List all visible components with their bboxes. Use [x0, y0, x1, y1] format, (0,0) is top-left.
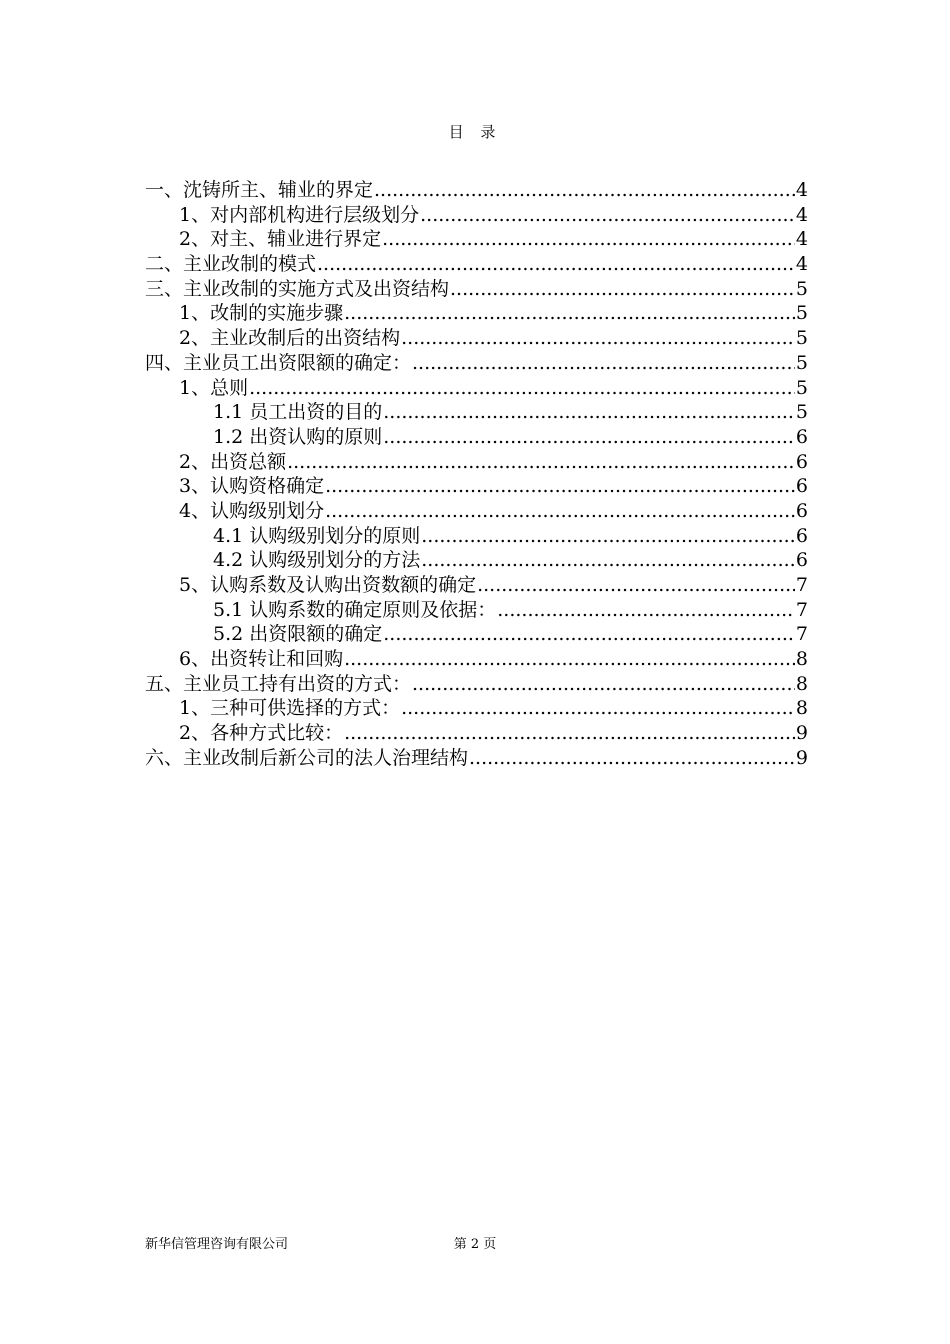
- toc-entry[interactable]: [145, 622, 808, 647]
- toc-entry[interactable]: [145, 227, 808, 252]
- page-title: 目 录: [448, 123, 502, 141]
- toc-entry[interactable]: [145, 598, 808, 623]
- toc-entry[interactable]: [145, 203, 808, 228]
- toc-dot-leader: [344, 647, 795, 672]
- toc-dot-leader: [325, 499, 795, 524]
- toc-entry-label: 1、总则: [179, 376, 249, 399]
- toc-entry-page: 9: [795, 722, 808, 745]
- toc-entry-label: 3、认购资格确定: [179, 475, 325, 498]
- toc-dot-leader: [421, 524, 795, 549]
- toc-entry-page: 8: [795, 648, 808, 671]
- toc-entry[interactable]: [145, 400, 808, 425]
- toc-entry-page: 5: [795, 302, 808, 325]
- toc-entry-number: 2、: [179, 228, 211, 251]
- toc-entry[interactable]: [145, 301, 808, 326]
- toc-entry-label: 5.2 出资限额的确定: [213, 623, 383, 646]
- footer-page-number: 第 2 页: [453, 1237, 497, 1252]
- toc-entry-page: 4: [795, 203, 808, 226]
- toc-entry-page: 4: [795, 228, 808, 251]
- toc-entry-label: 4.2 认购级别划分的方法: [213, 549, 421, 572]
- toc-dot-leader: [401, 326, 795, 351]
- toc-entry-number: 1、: [179, 203, 211, 226]
- toc-entry-label: 4、认购级别划分: [179, 499, 325, 522]
- toc-entry-label: 主业改制后的出资结构: [210, 327, 401, 350]
- toc-entry-label: 1.2 出资认购的原则: [213, 425, 383, 448]
- toc-entry-page: 5: [795, 351, 808, 374]
- toc-entry-label: 改制的实施步骤: [210, 302, 344, 325]
- toc-entry-label: 六、主业改制后新公司的法人治理结构: [145, 746, 469, 769]
- toc-entry-label: 对内部机构进行层级划分: [210, 203, 420, 226]
- toc-entry-page: 7: [795, 574, 808, 596]
- toc-entry-page: 4: [795, 253, 808, 276]
- toc-entry[interactable]: [145, 326, 808, 351]
- toc-dot-leader: [477, 573, 795, 598]
- toc-dot-leader: [374, 178, 795, 203]
- table-of-contents: [145, 178, 808, 771]
- toc-entry[interactable]: [145, 277, 808, 302]
- toc-entry-label: 2、各种方式比较：: [179, 722, 344, 745]
- toc-dot-leader: [344, 721, 795, 746]
- toc-entry-label: 三、主业改制的实施方式及出资结构: [145, 277, 450, 300]
- toc-entry[interactable]: [145, 647, 808, 672]
- footer-company: 新华信管理咨询有限公司: [145, 1237, 289, 1252]
- toc-entry[interactable]: [145, 696, 808, 721]
- toc-dot-leader: [249, 376, 795, 401]
- toc-entry-page: 5: [795, 327, 808, 350]
- toc-dot-leader: [450, 277, 795, 302]
- toc-entry[interactable]: [145, 672, 808, 697]
- toc-entry-label: 5.1 认购系数的确定原则及依据：: [213, 598, 497, 621]
- toc-entry-label: 一、沈铸所主、辅业的界定: [145, 179, 374, 201]
- toc-dot-leader: [383, 400, 795, 425]
- toc-entry-label: 1、三种可供选择的方式：: [179, 697, 401, 720]
- toc-entry-page: 6: [795, 475, 808, 498]
- toc-entry[interactable]: [145, 573, 808, 598]
- toc-entry[interactable]: [145, 351, 808, 376]
- toc-entry[interactable]: [145, 499, 808, 524]
- toc-entry[interactable]: [145, 178, 808, 203]
- toc-dot-leader: [287, 450, 795, 475]
- toc-dot-leader: [344, 301, 795, 326]
- toc-entry[interactable]: [145, 548, 808, 573]
- toc-dot-leader: [383, 622, 795, 647]
- toc-dot-leader: [383, 425, 795, 450]
- toc-entry[interactable]: [145, 425, 808, 450]
- toc-dot-leader: [325, 474, 795, 499]
- toc-entry-page: 6: [795, 549, 808, 572]
- toc-entry[interactable]: [145, 450, 808, 475]
- toc-entry-page: 5: [795, 401, 808, 424]
- toc-dot-leader: [421, 548, 795, 573]
- toc-entry-page: 6: [795, 524, 808, 547]
- toc-entry-label: 4.1 认购级别划分的原则: [213, 524, 421, 547]
- toc-entry-label: 对主、辅业进行界定: [210, 228, 382, 251]
- toc-entry-page: 7: [795, 598, 808, 621]
- toc-entry-number: 2、: [179, 327, 211, 350]
- toc-entry-page: 5: [795, 376, 808, 399]
- toc-dot-leader: [412, 351, 795, 376]
- toc-entry-label: 四、主业员工出资限额的确定：: [145, 351, 412, 374]
- toc-entry[interactable]: [145, 524, 808, 549]
- toc-entry-page: 6: [795, 425, 808, 448]
- toc-entry-page: 4: [795, 179, 808, 201]
- toc-dot-leader: [382, 227, 795, 252]
- toc-entry-label: 1.1 员工出资的目的: [213, 401, 383, 424]
- toc-entry-page: 7: [795, 623, 808, 646]
- toc-entry-number: 1、: [179, 302, 211, 325]
- toc-dot-leader: [317, 252, 795, 277]
- toc-entry[interactable]: [145, 252, 808, 277]
- toc-entry-label: 6、出资转让和回购: [179, 648, 344, 671]
- toc-entry-label: 2、出资总额: [179, 450, 287, 473]
- toc-entry[interactable]: [145, 474, 808, 499]
- toc-entry-page: 9: [795, 746, 808, 769]
- toc-entry-page: 8: [795, 697, 808, 720]
- toc-dot-leader: [412, 672, 795, 697]
- toc-entry[interactable]: [145, 746, 808, 771]
- toc-dot-leader: [401, 696, 795, 721]
- toc-entry-label: 5、认购系数及认购出资数额的确定: [179, 574, 477, 596]
- toc-entry-page: 5: [795, 277, 808, 300]
- toc-dot-leader: [497, 598, 795, 623]
- toc-entry-label: 五、主业员工持有出资的方式：: [145, 672, 412, 695]
- toc-entry-page: 8: [795, 672, 808, 695]
- toc-entry-page: 6: [795, 450, 808, 473]
- toc-entry[interactable]: [145, 376, 808, 401]
- toc-dot-leader: [420, 203, 795, 228]
- toc-entry-page: 6: [795, 499, 808, 522]
- toc-entry[interactable]: [145, 721, 808, 746]
- toc-entry-label: 二、主业改制的模式: [145, 253, 317, 276]
- toc-dot-leader: [469, 746, 795, 771]
